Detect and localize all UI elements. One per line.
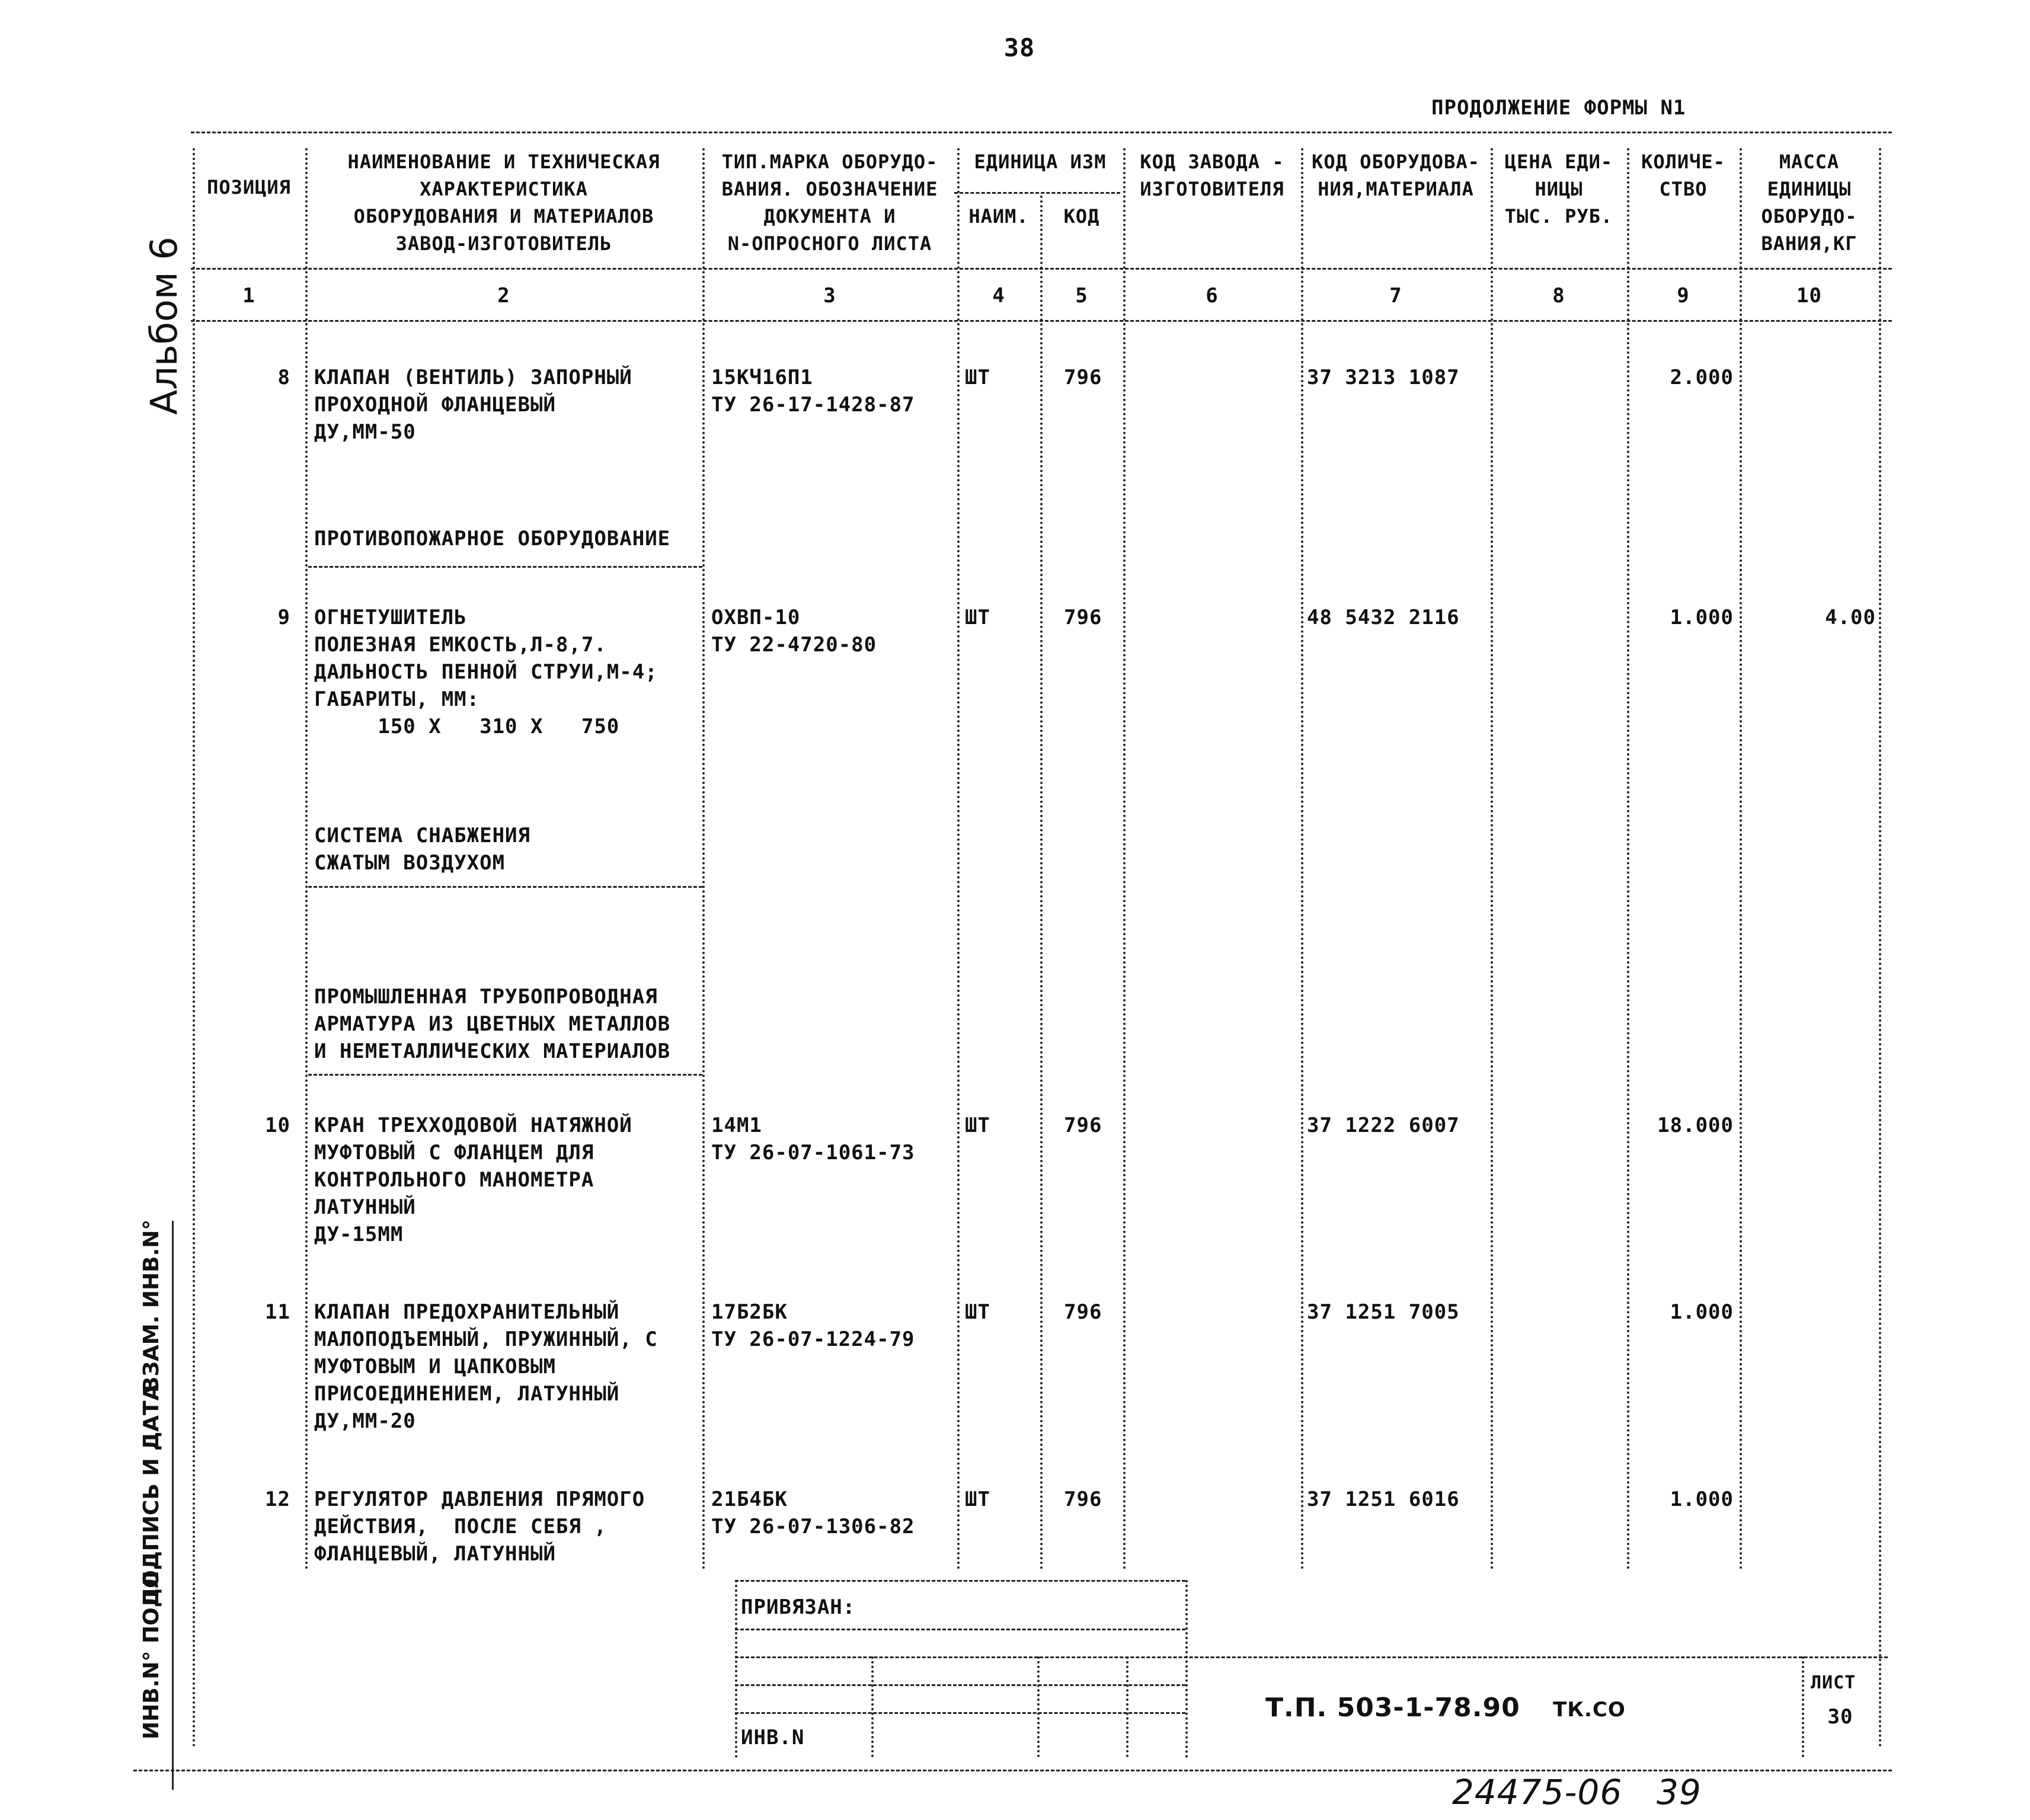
row-name-line-2: ПОЛЕЗНАЯ ЕМКОСТЬ,Л-8,7. xyxy=(314,633,607,657)
section-header: ПРОТИВОПОЖАРНОЕ ОБОРУДОВАНИЕ xyxy=(314,527,671,551)
header-col-2-line-2: ХАРАКТЕРИСТИКА xyxy=(420,178,588,200)
handwritten-sheet: 39 xyxy=(1657,1772,1702,1812)
row-name-line-4: ЛАТУННЫЙ xyxy=(314,1195,416,1219)
header-col-8-line-2: НИЦЫ xyxy=(1535,178,1583,200)
row-unit-code: 796 xyxy=(1064,366,1102,389)
section-underline xyxy=(308,886,702,888)
row-position: 12 xyxy=(265,1488,290,1511)
row-quantity: 18.000 xyxy=(1657,1114,1734,1137)
row-unit: ШТ xyxy=(965,1488,990,1511)
row-position: 9 xyxy=(277,606,290,629)
header-col-5: КОД xyxy=(1063,205,1100,228)
col-divider-9 xyxy=(1740,148,1742,1570)
stamp-divider-d xyxy=(1126,1656,1129,1757)
col-number-8: 8 xyxy=(1552,284,1565,308)
row-name-line-1: КЛАПАН (ВЕНТИЛЬ) ЗАПОРНЫЙ xyxy=(314,366,632,389)
stamp-border xyxy=(172,1221,174,1790)
stamp-divider-c xyxy=(1037,1656,1040,1757)
row-name-line-1: КЛАПАН ПРЕДОХРАНИТЕЛЬНЫЙ xyxy=(314,1300,620,1324)
header-col-3-line-2: ВАНИЯ. ОБОЗНАЧЕНИЕ xyxy=(721,178,938,200)
row-type: 15КЧ16П1 xyxy=(711,366,813,389)
row-unit-code: 796 xyxy=(1064,606,1102,629)
row-name-line-3: ФЛАНЦЕВЫЙ, ЛАТУННЫЙ xyxy=(314,1542,556,1566)
stamp-rule-4 xyxy=(735,1712,1185,1714)
col-number-4: 4 xyxy=(992,284,1005,308)
header-col-10-line-2: ЕДИНИЦЫ xyxy=(1767,178,1852,200)
row-equip-code: 37 1251 6016 xyxy=(1307,1488,1460,1511)
stamp-vzam-inv: ВЗАМ. ИНВ.N° xyxy=(139,1219,164,1393)
table-bottom-rule xyxy=(133,1770,1892,1771)
stamp-podpis-data: ПОДПИСЬ И ДАТА xyxy=(139,1384,164,1606)
row-equip-code: 37 1251 7005 xyxy=(1307,1300,1460,1324)
stamp-divider-e xyxy=(1185,1580,1188,1758)
row-name-line-2: МУФТОВЫЙ С ФЛАНЦЕМ ДЛЯ xyxy=(314,1141,594,1165)
header-col-9-line-2: СТВО xyxy=(1659,178,1708,200)
row-unit-code: 796 xyxy=(1064,1114,1102,1137)
row-type: 17Б2БК xyxy=(711,1300,788,1324)
row-equip-code: 48 5432 2116 xyxy=(1307,606,1460,629)
row-position: 10 xyxy=(265,1114,290,1137)
row-position: 8 xyxy=(277,366,290,389)
section-header: ПРОМЫШЛЕННАЯ ТРУБОПРОВОДНАЯ АРМАТУРА ИЗ ЦВЕТНЫХ МЕТАЛЛОВ И НЕМЕТАЛЛИЧЕСКИХ МАТЕРИАЛОВ xyxy=(314,985,671,1063)
row-unit: ШТ xyxy=(965,1300,990,1324)
stamp-rule-3 xyxy=(735,1684,1185,1686)
sheet-number: 30 xyxy=(1827,1705,1853,1729)
header-unit-group: ЕДИНИЦА ИЗМ xyxy=(974,151,1107,173)
header-col-7-line-1: КОД ОБОРУДОВА- xyxy=(1312,151,1480,173)
row-spec: ТУ 26-07-1061-73 xyxy=(711,1141,915,1165)
col-number-7: 7 xyxy=(1389,284,1402,308)
row-spec: ТУ 22-4720-80 xyxy=(711,633,877,657)
document-code: Т.П. 503-1-78.90 xyxy=(1265,1693,1520,1723)
stamp-divider-f xyxy=(1802,1656,1804,1757)
header-col-2-line-4: ЗАВОД-ИЗГОТОВИТЕЛЬ xyxy=(395,232,612,255)
stamp-divider-a xyxy=(735,1580,737,1758)
row-type: 21Б4БК xyxy=(711,1488,788,1511)
col-divider-right xyxy=(1879,148,1881,1748)
row-name-line-5: 150 X 310 X 750 xyxy=(314,715,620,738)
row-spec: ТУ 26-07-1306-82 xyxy=(711,1515,915,1538)
col-divider-7 xyxy=(1491,148,1493,1570)
row-spec: ТУ 26-07-1224-79 xyxy=(711,1328,915,1351)
stamp-rule-1 xyxy=(735,1629,1185,1630)
row-name-line-1: РЕГУЛЯТОР ДАВЛЕНИЯ ПРЯМОГО xyxy=(314,1488,645,1511)
col-divider-4 xyxy=(1040,196,1043,1570)
row-name-line-3: ДАЛЬНОСТЬ ПЕННОЙ СТРУИ,М-4; xyxy=(314,660,658,684)
unit-group-rule xyxy=(954,192,1120,194)
header-col-1: ПОЗИЦИЯ xyxy=(207,176,291,199)
section-underline xyxy=(308,1074,702,1076)
col-number-10: 10 xyxy=(1796,284,1822,308)
col-divider-6 xyxy=(1301,148,1303,1570)
header-col-3-line-3: ДОКУМЕНТА И xyxy=(763,205,896,228)
header-col-3-line-1: ТИП.МАРКА ОБОРУДО- xyxy=(721,151,938,173)
header-col-6-line-1: КОД ЗАВОДА - xyxy=(1140,151,1284,173)
col-divider-3 xyxy=(957,148,960,1570)
header-col-10-line-3: ОБОРУДО- xyxy=(1761,205,1858,228)
row-type: 14М1 xyxy=(711,1114,762,1137)
header-col-7-line-2: НИЯ,МАТЕРИАЛА xyxy=(1318,178,1474,200)
row-name-line-2: ПРОХОДНОЙ ФЛАНЦЕВЫЙ xyxy=(314,393,556,417)
sheet-label: ЛИСТ xyxy=(1811,1672,1856,1693)
row-unit: ШТ xyxy=(965,1114,990,1137)
row-name-line-3: КОНТРОЛЬНОГО МАНОМЕТРА xyxy=(314,1168,594,1192)
inv-n-label: ИНВ.N xyxy=(741,1726,805,1749)
row-name-line-4: ПРИСОЕДИНЕНИЕМ, ЛАТУННЫЙ xyxy=(314,1382,620,1406)
row-spec: ТУ 26-17-1428-87 xyxy=(711,393,915,417)
stamp-inv-podl: ИНВ.N° ПОДЛ. xyxy=(139,1562,164,1739)
stamp-divider-b xyxy=(871,1656,874,1757)
row-unit: ШТ xyxy=(965,366,990,389)
row-equip-code: 37 1222 6007 xyxy=(1307,1114,1460,1137)
row-name-line-3: МУФТОВЫМ И ЦАПКОВЫМ xyxy=(314,1355,556,1378)
header-col-4: НАИМ. xyxy=(968,205,1029,228)
row-mass: 4.00 xyxy=(1825,606,1876,629)
col-divider-8 xyxy=(1627,148,1629,1570)
document-suffix: ТК.СО xyxy=(1553,1698,1626,1722)
row-quantity: 1.000 xyxy=(1670,1488,1734,1511)
row-quantity: 2.000 xyxy=(1670,366,1734,389)
page-number: 38 xyxy=(1003,33,1035,62)
col-divider-left xyxy=(193,148,195,1748)
row-unit: ШТ xyxy=(965,606,990,629)
header-col-10-line-4: ВАНИЯ,КГ xyxy=(1761,232,1858,255)
row-name-line-3: ДУ,ММ-50 xyxy=(314,420,416,444)
row-name-line-5: ДУ,ММ-20 xyxy=(314,1409,416,1433)
header-col-3-line-4: N-ОПРОСНОГО ЛИСТА xyxy=(727,232,932,255)
header-col-2-line-3: ОБОРУДОВАНИЯ И МАТЕРИАЛОВ xyxy=(353,205,654,228)
table-top-rule xyxy=(191,132,1892,133)
col-number-3: 3 xyxy=(823,284,836,308)
row-quantity: 1.000 xyxy=(1670,606,1734,629)
header-col-2-line-1: НАИМЕНОВАНИЕ И ТЕХНИЧЕСКАЯ xyxy=(347,151,660,173)
row-unit-code: 796 xyxy=(1064,1488,1102,1511)
row-position: 11 xyxy=(265,1300,290,1324)
stamp-rule-2 xyxy=(735,1656,1888,1658)
header-col-6-line-2: ИЗГОТОВИТЕЛЯ xyxy=(1140,178,1284,200)
handwritten-number: 24475-06 xyxy=(1452,1772,1623,1812)
appendix-title: ПРОДОЛЖЕНИЕ ФОРМЫ N1 xyxy=(1431,96,1686,120)
col-number-5: 5 xyxy=(1075,284,1088,308)
row-name-line-5: ДУ-15ММ xyxy=(314,1223,404,1246)
row-name-line-2: МАЛОПОДЪЕМНЫЙ, ПРУЖИННЫЙ, С xyxy=(314,1328,658,1351)
col-divider-5 xyxy=(1123,148,1126,1570)
row-name-line-1: КРАН ТРЕХХОДОВОЙ НАТЯЖНОЙ xyxy=(314,1114,632,1137)
row-unit-code: 796 xyxy=(1064,1300,1102,1324)
col-number-1: 1 xyxy=(242,284,255,308)
header-col-8-line-3: ТЫС. РУБ. xyxy=(1504,205,1613,228)
row-name-line-4: ГАБАРИТЫ, ММ: xyxy=(314,687,480,711)
row-type: ОХВП-10 xyxy=(711,606,801,629)
col-divider-1 xyxy=(305,148,308,1570)
header-col-8-line-1: ЦЕНА ЕДИ- xyxy=(1504,151,1613,173)
privyazan-label: ПРИВЯЗАН: xyxy=(741,1595,856,1619)
album-label: Альбом 6 xyxy=(142,236,186,415)
col-number-2: 2 xyxy=(497,284,510,308)
stamp-rule-top xyxy=(735,1580,1185,1582)
row-name-line-1: ОГНЕТУШИТЕЛЬ xyxy=(314,606,467,629)
col-divider-2 xyxy=(702,148,705,1570)
row-quantity: 1.000 xyxy=(1670,1300,1734,1324)
row-name-line-2: ДЕЙСТВИЯ, ПОСЛЕ СЕБЯ , xyxy=(314,1515,607,1538)
row-equip-code: 37 3213 1087 xyxy=(1307,366,1460,389)
col-number-6: 6 xyxy=(1206,284,1219,308)
section-underline xyxy=(308,566,702,568)
col-number-9: 9 xyxy=(1677,284,1690,308)
header-col-9-line-1: КОЛИЧЕ- xyxy=(1641,151,1725,173)
section-header: СИСТЕМА СНАБЖЕНИЯ СЖАТЫМ ВОЗДУХОМ xyxy=(314,824,530,875)
header-col-10-line-1: МАССА xyxy=(1779,151,1840,173)
